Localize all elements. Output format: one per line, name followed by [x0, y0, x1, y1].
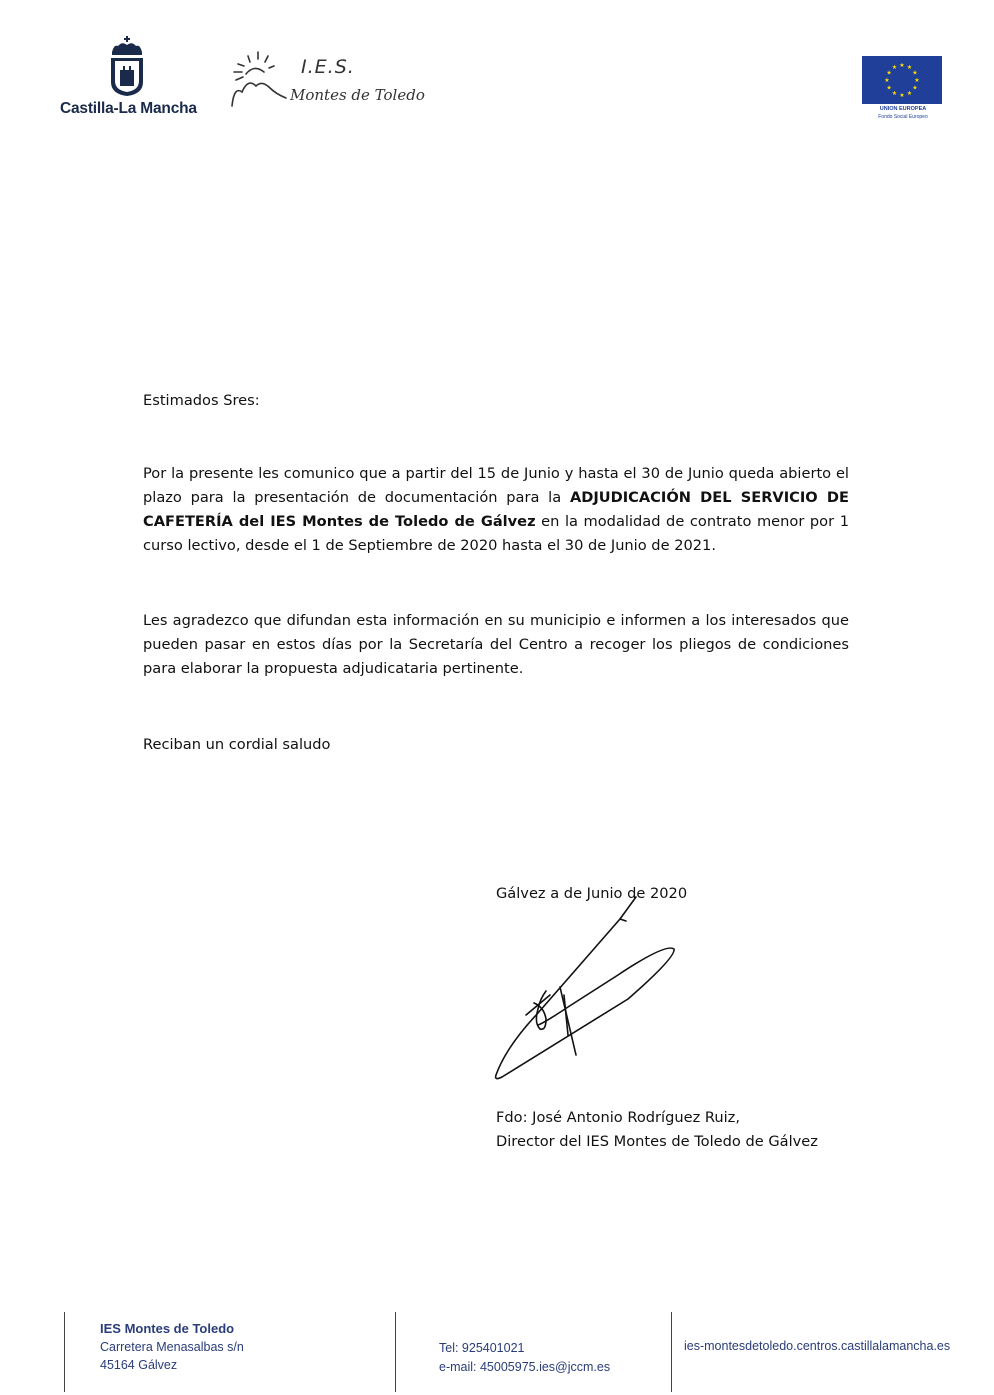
eu-flag-icon	[862, 56, 942, 104]
place-date: Gálvez a de Junio de 2020	[496, 885, 688, 902]
footer-divider-left	[64, 1312, 65, 1392]
eu-star-icon: ★	[886, 84, 892, 92]
footer-divider-middle	[395, 1312, 396, 1392]
footer-website: ies-montesdetoledo.centros.castillalamancha.es	[684, 1339, 951, 1353]
signer-name: Fdo: José Antonio Rodríguez Ruiz,	[496, 1109, 740, 1126]
eu-star-icon: ★	[906, 64, 913, 72]
paragraph-announcement	[143, 462, 849, 558]
ies-logo-subtitle: Montes de Toledo	[290, 86, 425, 104]
eu-star-icon: ★	[891, 89, 898, 97]
eu-label: UNION EUROPEA	[879, 106, 927, 112]
paragraph-request: Les agradezco que difundan esta información en su municipio e informen a los interesados que pueden pasar en estos días por la Secretaría del Centro a recoger los pliegos de condiciones para elaborar la propuesta adjudicataria pertinente.	[143, 612, 849, 677]
eu-star-icon: ★	[914, 77, 920, 84]
eu-star-icon: ★	[899, 62, 905, 69]
footer-email: e-mail: 45005975.ies@jccm.es	[439, 1360, 611, 1374]
greeting: Estimados Sres:	[143, 392, 260, 409]
signature-icon	[488, 895, 688, 1095]
paragraph-1-text-b: en la modalidad de contrato menor por 1 curso lectivo, desde el 1 de Septiembre de 2020 hasta el 30 de Junio de 2021.	[143, 513, 849, 554]
ies-logo-title: I.E.S.	[301, 56, 355, 78]
footer-org-name: IES Montes de Toledo	[100, 1321, 235, 1336]
eu-star-icon: ★	[891, 64, 898, 72]
eu-star-icon: ★	[884, 77, 890, 84]
footer-address: Carretera Menasalbas s/n	[100, 1340, 244, 1354]
castilla-la-mancha-emblem-icon	[60, 34, 200, 98]
footer-postal: 45164 Gálvez	[100, 1358, 178, 1372]
handwritten-signature	[488, 895, 688, 1095]
eu-star-icon: ★	[899, 92, 905, 99]
footer-phone: Tel: 925401021	[439, 1341, 525, 1355]
eu-star-icon: ★	[906, 89, 913, 97]
eu-star-icon: ★	[912, 84, 918, 92]
eu-star-icon: ★	[912, 69, 918, 77]
eu-stars-icon	[862, 56, 942, 104]
castilla-la-mancha-logo	[60, 34, 200, 124]
eu-sublabel: Fondo Social Europeo	[878, 114, 928, 120]
paragraph-1-bold: ADJUDICACIÓN DEL SERVICIO DE CAFETERÍA del IES Montes de Toledo de Gálvez	[143, 489, 849, 530]
signer-title: Director del IES Montes de Toledo de Gálvez	[496, 1133, 818, 1150]
european-union-logo	[862, 56, 946, 126]
footer-divider-right	[671, 1312, 672, 1392]
eu-star-icon: ★	[886, 69, 892, 77]
closing-salutation: Reciban un cordial saludo	[143, 736, 331, 753]
castilla-la-mancha-label: Castilla-La Mancha	[60, 100, 197, 117]
paragraph-1-text-a: Por la presente les comunico que a partir del 15 de Junio y hasta el 30 de Junio queda abierto el plazo para la presentación de documentación para la	[143, 465, 849, 506]
ies-montes-de-toledo-logo	[226, 48, 426, 113]
